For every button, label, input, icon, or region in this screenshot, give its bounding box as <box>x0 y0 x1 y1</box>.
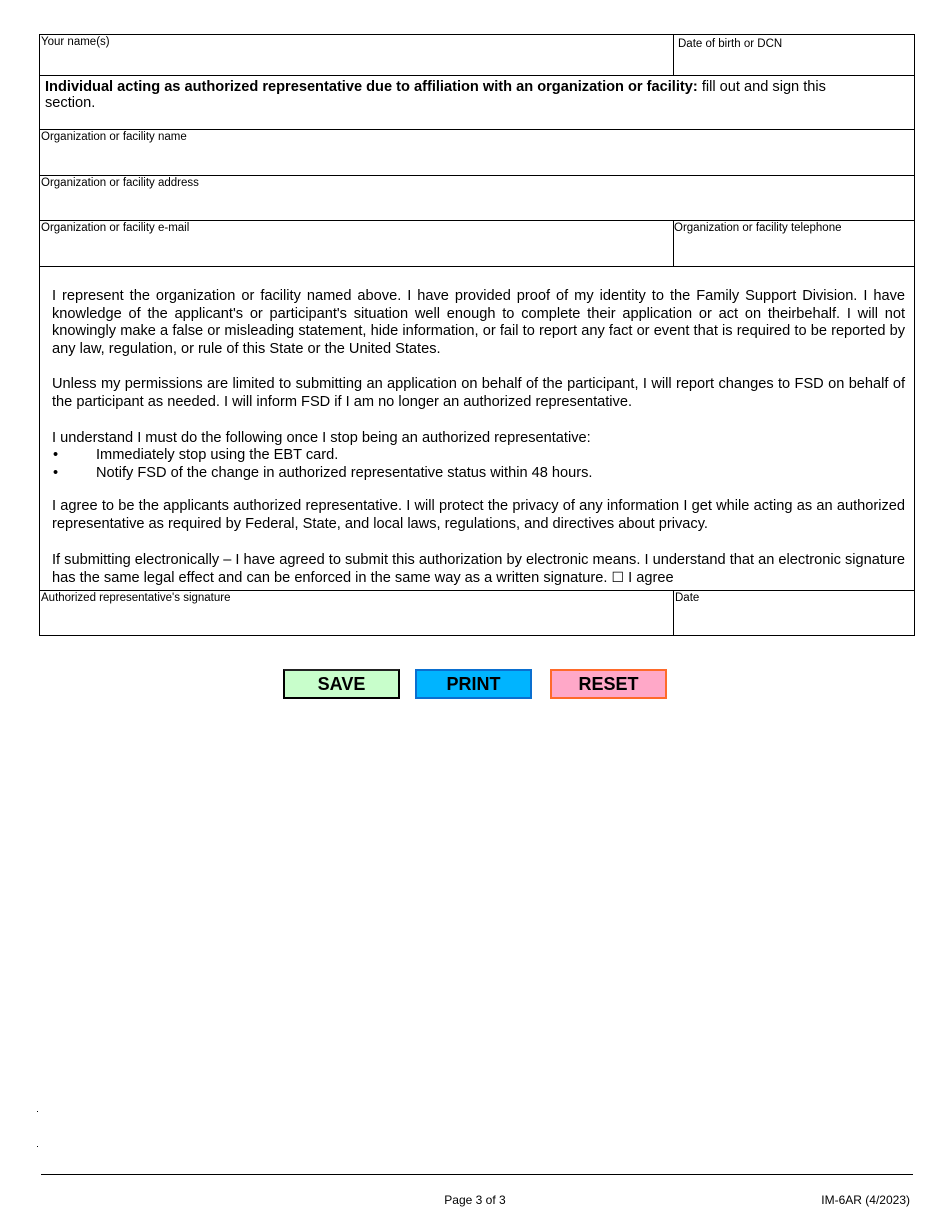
section-heading-row <box>39 76 915 130</box>
org-name-label: Organization or facility name <box>41 131 187 143</box>
org-address-input[interactable] <box>43 198 911 218</box>
date-cell[interactable] <box>674 591 914 635</box>
signature-input[interactable] <box>43 613 670 633</box>
statement-text <box>40 267 914 590</box>
authorized-rep-form <box>39 34 915 636</box>
statement-paragraph: I understand I must do the following once I stop being an authorized representative: <box>52 429 591 446</box>
org-phone-cell[interactable] <box>674 221 914 266</box>
statement-row <box>39 267 915 590</box>
electronic-consent-paragraph <box>52 552 905 588</box>
dob-dcn-cell[interactable] <box>674 35 914 75</box>
signature-label: Authorized representative's signature <box>41 592 231 604</box>
org-name-row <box>39 130 915 176</box>
org-address-row <box>39 176 915 221</box>
org-email-label: Organization or facility e-mail <box>41 222 190 234</box>
section-heading-rest: fill out and sign this section. <box>45 79 826 111</box>
stray-mark <box>37 1111 38 1112</box>
dob-dcn-input[interactable] <box>677 53 911 73</box>
obligations-list <box>52 447 905 482</box>
org-email-cell[interactable] <box>40 221 674 266</box>
list-item: • Notify FSD of the change in authorized representative status within 48 hours. <box>52 465 905 483</box>
print-button[interactable]: PRINT <box>415 669 532 699</box>
form-actions <box>0 669 950 699</box>
form-code: IM-6AR (4/2023) <box>821 1193 910 1207</box>
section-heading <box>40 76 914 129</box>
dob-dcn-label: Date of birth or DCN <box>678 38 783 50</box>
footer-divider <box>41 1174 913 1175</box>
org-address-label: Organization or facility address <box>41 177 199 189</box>
org-contact-row <box>39 221 915 267</box>
your-name-label: Your name(s) <box>41 36 110 48</box>
list-item: • Immediately stop using the EBT card. <box>52 447 905 465</box>
org-phone-label: Organization or facility telephone <box>674 222 842 234</box>
signature-row <box>39 590 915 636</box>
signature-cell[interactable] <box>40 591 674 635</box>
save-button[interactable]: SAVE <box>283 669 400 699</box>
agree-label: I agree <box>628 570 674 587</box>
agree-checkbox[interactable]: ☐ <box>611 569 625 586</box>
org-phone-input[interactable] <box>677 244 911 264</box>
statement-paragraph: I represent the organization or facility named above. I have provided proof of my identity to the Family Support Division. I have knowledge of the applicant's or participant's situation well enough to complete their application or act on theirbehalf. I will not knowingly make a false or misleading statement, hide information, or fail to report any fact or event that is required to be reported by any law, regulation, or rule of this State or the United States. <box>52 288 905 357</box>
name-row <box>39 34 915 76</box>
reset-button[interactable]: RESET <box>550 669 667 699</box>
statement-paragraph: Unless my permissions are limited to submitting an application on behalf of the participant, I will report changes to FSD on behalf of the participant as needed. I will inform FSD if I am no longer an authorized representative. <box>52 376 905 410</box>
org-address-cell[interactable] <box>40 176 914 220</box>
your-name-input[interactable] <box>43 53 670 73</box>
org-email-input[interactable] <box>43 244 670 264</box>
section-heading-bold: Individual acting as authorized representative due to affiliation with an organization or facility: <box>45 79 698 95</box>
statement-paragraph: I agree to be the applicants authorized representative. I will protect the privacy of any information I get while acting as an authorized representative as required by Federal, State, and local laws, regulations, and directives about privacy. <box>52 498 905 532</box>
org-name-input[interactable] <box>43 153 911 173</box>
your-name-cell[interactable] <box>40 35 674 75</box>
page-number: Page 3 of 3 <box>444 1193 506 1207</box>
org-name-cell[interactable] <box>40 130 914 175</box>
stray-mark <box>37 1146 38 1147</box>
date-label: Date <box>675 592 700 604</box>
electronic-consent-text: If submitting electronically – I have agreed to submit this authorization by electronic means. I understand that an electronic signature has the same legal effect and can be enforced in the same way as a written signature. <box>52 551 905 587</box>
date-input[interactable] <box>677 613 911 633</box>
